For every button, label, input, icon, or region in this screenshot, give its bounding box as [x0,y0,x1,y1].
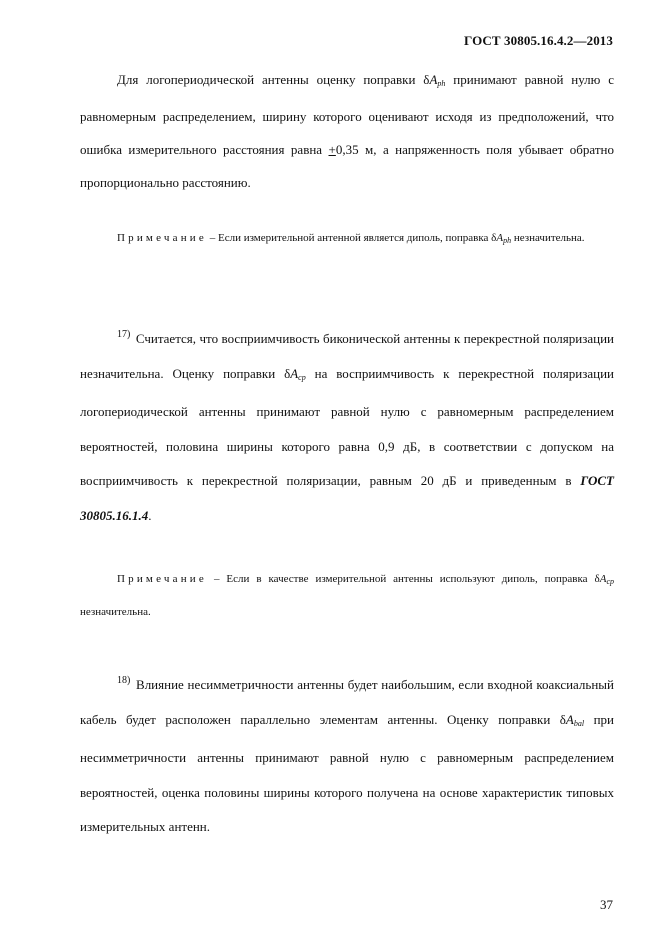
symbol: A [565,711,574,727]
text: принимают равной нулю с равномерным распределением, ширину которого оценивают исходя из предположений, что ошибка измерительного расстояния равна [80,72,614,157]
note-dipole-phase [80,223,614,256]
text: Влияние несимметричности антенны будет наибольшим, если входной коаксиальный кабель будет расположен параллельно элементам антенны. Оценку поправки δ [80,677,614,727]
text: при несимметричности антенны принимают равной нулю с равномерным распределением вероятностей, оценка половины ширины которого получена на основе характеристик типовых измерительных антенн. [80,711,614,834]
symbol-subscript: cp [606,577,614,586]
symbol: A [429,72,438,87]
plus-minus-sign: + [328,142,336,157]
note-label: Примечание [117,232,207,244]
symbol-subscript: cp [298,372,306,382]
symbol: A [290,365,299,381]
text: Для логопериодической антенны оценку поправки δ [117,72,430,87]
paragraph-antenna-balance [80,664,614,845]
delta-symbol: δ [284,365,291,381]
text: незначительна. [511,232,585,244]
text: на восприимчивость к перекрестной поляризации логопериодической антенны принимают равной нулю с равномерным распределением вероятностей, половина ширины которого равна 0,9 дБ, в соответствии с допуском на восприимчивость к перекрестной поляризации, равным 20 дБ и приведенным в [80,365,614,488]
note-dipole-cross-polarization [80,564,614,627]
symbol-subscript: bal [573,718,585,728]
text: – Если в качестве измерительной антенны используют диполь, поправка δ [206,573,600,585]
page-number: 37 [600,897,613,912]
note-label: Примечание [117,573,207,585]
document-header-standard: ГОСТ 30805.16.4.2—2013 [464,33,613,48]
text: 0,35 м, а напряженность поля убывает обратно пропорционально расстоянию. [80,142,614,190]
text: – Если измерительной антенной является диполь, поправка δ [206,232,497,244]
symbol-subscript: ph [503,236,512,245]
paragraph-cross-polarization [80,318,614,533]
symbol-subscript: ph [437,79,446,88]
symbol: A [599,573,607,585]
footnote-marker: 17) [117,329,131,340]
paragraph-logperiodic-phase [80,63,614,199]
symbol: A [496,232,504,244]
text: Считается, что восприимчивость биконической антенны к перекрестной поляризации незначительна. Оценку поправки [80,331,614,381]
standard-reference: ГОСТ 30805.16.1.4 [80,473,614,523]
footnote-marker: 18) [117,675,131,686]
text: . [148,507,152,523]
text: незначительна. [80,606,151,618]
